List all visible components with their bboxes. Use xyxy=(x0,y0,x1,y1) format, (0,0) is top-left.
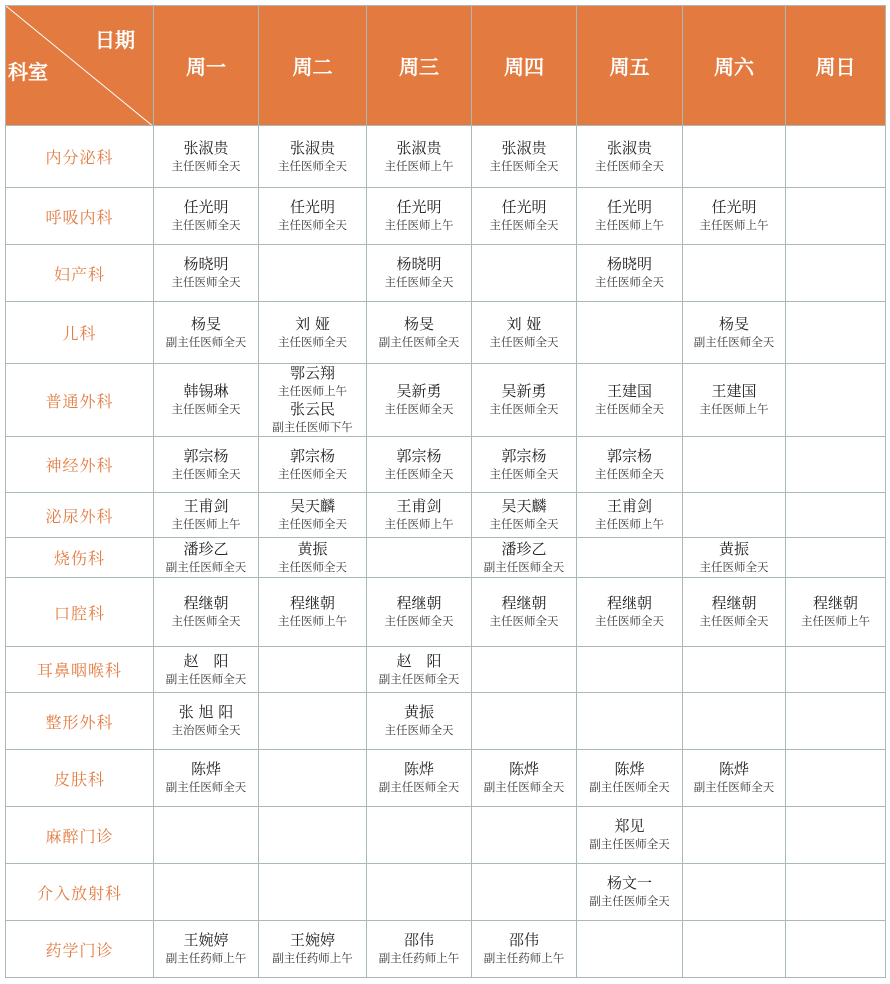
schedule-cell-friday xyxy=(577,578,683,647)
doctor-name: 郭宗杨 xyxy=(501,446,547,465)
doctor-name: 张淑贵 xyxy=(501,138,547,157)
schedule-cell-friday xyxy=(577,750,683,807)
schedule-cell-monday xyxy=(154,864,259,921)
schedule-cell-wednesday xyxy=(367,750,472,807)
table-row xyxy=(6,807,886,864)
doctor-title-session: 主任医师上午 xyxy=(384,158,454,173)
doctor-title-session: 主任医师全天 xyxy=(384,614,454,628)
doctor-name: 程继朝 xyxy=(396,594,442,612)
doctor-title-session: 主任医师全天 xyxy=(171,614,241,628)
schedule-cell-wednesday xyxy=(367,807,472,864)
doctor-title-session: 副主任药师上午 xyxy=(272,951,353,965)
doctor-name: 陈烨 xyxy=(508,760,539,778)
doctor-title-session: 主任医师全天 xyxy=(489,334,559,349)
schedule-cell-wednesday xyxy=(367,245,472,302)
doctor-title-session: 主任医师上午 xyxy=(278,384,347,398)
table-row xyxy=(6,750,886,807)
doctor-title-session: 副主任医师下午 xyxy=(272,420,353,434)
doctor-name: 黄振 xyxy=(297,539,328,558)
schedule-cell-thursday xyxy=(472,750,577,807)
schedule-cell-monday xyxy=(154,493,259,538)
doctor-title-session: 副主任医师全天 xyxy=(165,671,247,686)
doctor-title-session: 副主任医师全天 xyxy=(483,780,565,794)
schedule-cell-friday xyxy=(577,864,683,921)
doctor-title-session: 副主任药师上午 xyxy=(483,951,565,965)
doctor-name: 王建国 xyxy=(711,382,757,400)
schedule-cell-friday xyxy=(577,437,683,493)
schedule-cell-friday xyxy=(577,188,683,245)
schedule-cell-thursday xyxy=(472,693,577,750)
doctor-title-session: 副主任医师全天 xyxy=(378,334,460,349)
table-row xyxy=(6,493,886,538)
schedule-cell-thursday xyxy=(472,188,577,245)
doctor-name: 黄振 xyxy=(403,703,434,721)
schedule-cell-monday xyxy=(154,364,259,437)
schedule-cell-tuesday xyxy=(259,921,367,978)
doctor-name: 鄂云翔 xyxy=(289,364,335,382)
department-cell: 普通外科 xyxy=(6,364,154,437)
doctor-title-session: 主任医师上午 xyxy=(595,218,664,232)
schedule-cell-thursday xyxy=(472,538,577,578)
department-cell: 麻醉门诊 xyxy=(6,807,154,864)
schedule-cell-saturday xyxy=(683,302,786,364)
department-corner-label: 科室 xyxy=(8,60,48,84)
table-row xyxy=(6,921,886,978)
doctor-name: 刘 娅 xyxy=(295,314,330,333)
doctor-title-session: 主任医师上午 xyxy=(171,517,241,531)
schedule-cell-sunday xyxy=(786,578,886,647)
schedule-cell-sunday xyxy=(786,126,886,188)
doctor-title-session: 主任医师上午 xyxy=(801,614,870,628)
table-body xyxy=(6,126,886,978)
schedule-cell-thursday xyxy=(472,245,577,302)
department-cell: 烧伤科 xyxy=(6,538,154,578)
doctor-title-session: 副主任医师全天 xyxy=(693,780,775,794)
doctor-name: 吴天麟 xyxy=(289,497,335,515)
doctor-title-session: 主任医师全天 xyxy=(278,158,347,173)
doctor-name: 程继朝 xyxy=(812,594,858,612)
schedule-cell-friday xyxy=(577,921,683,978)
schedule-cell-sunday xyxy=(786,364,886,437)
schedule-cell-tuesday xyxy=(259,493,367,538)
schedule-cell-tuesday xyxy=(259,437,367,493)
table-row xyxy=(6,864,886,921)
date-corner-label: 日期 xyxy=(95,28,135,52)
table-row xyxy=(6,538,886,578)
schedule-cell-thursday xyxy=(472,921,577,978)
schedule-cell-sunday xyxy=(786,493,886,538)
doctor-name: 张云民 xyxy=(289,400,335,418)
schedule-cell-friday xyxy=(577,302,683,364)
schedule-cell-tuesday xyxy=(259,126,367,188)
schedule-cell-wednesday xyxy=(367,493,472,538)
schedule-cell-thursday xyxy=(472,864,577,921)
doctor-name: 邵伟 xyxy=(403,931,434,949)
schedule-cell-saturday xyxy=(683,921,786,978)
schedule-cell-wednesday xyxy=(367,693,472,750)
day-header-friday: 周五 xyxy=(577,6,683,126)
schedule-cell-saturday xyxy=(683,437,786,493)
schedule-cell-wednesday xyxy=(367,364,472,437)
doctor-name: 吴天麟 xyxy=(501,497,547,515)
doctor-name: 任光明 xyxy=(606,198,652,216)
doctor-name: 郭宗杨 xyxy=(183,446,229,465)
doctor-name: 王甫剑 xyxy=(606,497,652,515)
doctor-name: 吴新勇 xyxy=(396,382,442,400)
schedule-cell-saturday xyxy=(683,188,786,245)
doctor-name: 吴新勇 xyxy=(501,382,547,400)
doctor-name: 赵 阳 xyxy=(183,651,229,670)
doctor-title-session: 副主任医师全天 xyxy=(378,671,460,686)
doctor-title-session: 副主任医师全天 xyxy=(165,559,247,574)
doctor-name: 郭宗杨 xyxy=(289,446,335,465)
schedule-cell-sunday xyxy=(786,188,886,245)
doctor-name: 张淑贵 xyxy=(606,138,652,157)
doctor-title-session: 主任医师全天 xyxy=(595,614,664,628)
schedule-cell-thursday xyxy=(472,126,577,188)
schedule-cell-tuesday xyxy=(259,245,367,302)
schedule-cell-saturday xyxy=(683,578,786,647)
schedule-cell-tuesday xyxy=(259,578,367,647)
department-cell: 儿科 xyxy=(6,302,154,364)
doctor-title-session: 主任医师全天 xyxy=(699,614,769,628)
schedule-cell-thursday xyxy=(472,807,577,864)
doctor-name: 程继朝 xyxy=(606,594,652,612)
table-row xyxy=(6,245,886,302)
day-header-sunday: 周日 xyxy=(786,6,886,126)
doctor-name: 杨旻 xyxy=(718,314,749,333)
doctor-name: 任光明 xyxy=(183,198,229,216)
doctor-title-session: 主任医师全天 xyxy=(278,559,347,574)
schedule-cell-tuesday xyxy=(259,302,367,364)
schedule-cell-sunday xyxy=(786,437,886,493)
doctor-name: 张淑贵 xyxy=(183,138,229,157)
doctor-title-session: 主任医师全天 xyxy=(171,402,241,416)
schedule-cell-monday xyxy=(154,437,259,493)
schedule-cell-tuesday xyxy=(259,188,367,245)
doctor-name: 刘 娅 xyxy=(506,314,542,333)
doctor-title-session: 副主任医师全天 xyxy=(165,334,247,349)
doctor-name: 杨旻 xyxy=(190,314,221,333)
doctor-title-session: 主任医师全天 xyxy=(595,158,664,173)
doctor-title-session: 主任医师全天 xyxy=(489,466,559,481)
schedule-cell-sunday xyxy=(786,302,886,364)
doctor-title-session: 主任医师上午 xyxy=(699,218,769,232)
doctor-title-session: 主任医师上午 xyxy=(384,218,454,232)
doctor-title-session: 副主任药师上午 xyxy=(378,951,460,965)
doctor-name: 韩锡琳 xyxy=(183,382,229,400)
doctor-name: 杨晓明 xyxy=(396,255,442,273)
schedule-cell-saturday xyxy=(683,245,786,302)
doctor-title-session: 副主任医师全天 xyxy=(589,837,670,851)
doctor-name: 郭宗杨 xyxy=(606,446,652,465)
doctor-title-session: 主任医师全天 xyxy=(489,402,559,416)
table-row xyxy=(6,693,886,750)
doctor-name: 潘珍乙 xyxy=(183,539,229,558)
schedule-cell-thursday xyxy=(472,647,577,693)
schedule-cell-saturday xyxy=(683,364,786,437)
doctor-name: 任光明 xyxy=(711,198,757,216)
day-header-thursday: 周四 xyxy=(472,6,577,126)
doctor-name: 王建国 xyxy=(606,382,652,400)
doctor-name: 杨文一 xyxy=(606,874,652,892)
doctor-title-session: 副主任医师全天 xyxy=(589,894,670,908)
doctor-name: 任光明 xyxy=(289,198,335,216)
schedule-cell-tuesday xyxy=(259,864,367,921)
doctor-title-session: 主任医师上午 xyxy=(384,517,454,531)
department-cell: 口腔科 xyxy=(6,578,154,647)
header-row xyxy=(6,6,886,126)
schedule-cell-saturday xyxy=(683,864,786,921)
doctor-title-session: 主任医师全天 xyxy=(489,517,559,531)
doctor-name: 任光明 xyxy=(396,198,442,216)
schedule-cell-sunday xyxy=(786,647,886,693)
doctor-name: 郭宗杨 xyxy=(396,446,442,465)
schedule-cell-wednesday xyxy=(367,921,472,978)
schedule-cell-sunday xyxy=(786,693,886,750)
schedule-cell-wednesday xyxy=(367,437,472,493)
corner-header-cell xyxy=(6,6,154,126)
table-row xyxy=(6,647,886,693)
department-cell: 药学门诊 xyxy=(6,921,154,978)
schedule-cell-monday xyxy=(154,647,259,693)
doctor-name: 张 旭 阳 xyxy=(178,703,234,721)
doctor-title-session: 主任医师全天 xyxy=(384,275,454,289)
doctor-name: 程继朝 xyxy=(711,594,757,612)
doctor-name: 王甫剑 xyxy=(396,497,442,515)
doctor-name: 杨晓明 xyxy=(606,255,652,273)
doctor-name: 陈烨 xyxy=(614,760,645,778)
department-cell: 泌尿外科 xyxy=(6,493,154,538)
schedule-cell-wednesday xyxy=(367,126,472,188)
doctor-name: 王婉婷 xyxy=(183,931,229,949)
doctor-title-session: 主任医师全天 xyxy=(384,723,454,737)
day-header-saturday: 周六 xyxy=(683,6,786,126)
doctor-name: 程继朝 xyxy=(501,594,547,612)
schedule-cell-monday xyxy=(154,126,259,188)
schedule-cell-sunday xyxy=(786,245,886,302)
doctor-name: 郑见 xyxy=(614,817,645,835)
doctor-title-session: 主任医师全天 xyxy=(595,275,664,289)
doctor-name: 黄振 xyxy=(718,539,749,558)
schedule-cell-sunday xyxy=(786,538,886,578)
doctor-name: 任光明 xyxy=(501,198,547,216)
doctor-title-session: 副主任医师全天 xyxy=(693,334,775,349)
table-header xyxy=(6,6,886,126)
schedule-cell-monday xyxy=(154,807,259,864)
schedule-cell-tuesday xyxy=(259,807,367,864)
schedule-cell-friday xyxy=(577,693,683,750)
doctor-name: 赵 阳 xyxy=(396,651,442,670)
doctor-title-session: 主任医师全天 xyxy=(171,275,241,289)
schedule-cell-monday xyxy=(154,302,259,364)
doctor-name: 杨旻 xyxy=(403,314,434,333)
schedule-cell-saturday xyxy=(683,693,786,750)
doctor-name: 杨晓明 xyxy=(183,255,229,273)
doctor-name: 邵伟 xyxy=(508,931,539,949)
schedule-cell-wednesday xyxy=(367,538,472,578)
doctor-name: 潘珍乙 xyxy=(501,539,547,558)
department-cell: 呼吸内科 xyxy=(6,188,154,245)
schedule-cell-friday xyxy=(577,364,683,437)
doctor-title-session: 主任医师全天 xyxy=(384,466,454,481)
doctor-title-session: 主任医师全天 xyxy=(489,218,559,232)
schedule-cell-friday xyxy=(577,493,683,538)
doctor-name: 张淑贵 xyxy=(396,138,442,157)
doctor-title-session: 副主任医师全天 xyxy=(378,780,460,794)
schedule-cell-friday xyxy=(577,245,683,302)
schedule-cell-wednesday xyxy=(367,578,472,647)
schedule-cell-thursday xyxy=(472,364,577,437)
day-header-tuesday: 周二 xyxy=(259,6,367,126)
doctor-title-session: 主任医师全天 xyxy=(489,614,559,628)
doctor-name: 陈烨 xyxy=(403,760,434,778)
day-header-wednesday: 周三 xyxy=(367,6,472,126)
schedule-cell-saturday xyxy=(683,647,786,693)
schedule-cell-thursday xyxy=(472,302,577,364)
doctor-title-session: 副主任医师全天 xyxy=(483,559,565,574)
schedule-cell-thursday xyxy=(472,437,577,493)
doctor-title-session: 主治医师全天 xyxy=(171,723,241,737)
doctor-name: 陈烨 xyxy=(190,760,221,778)
schedule-cell-sunday xyxy=(786,807,886,864)
schedule-cell-saturday xyxy=(683,126,786,188)
department-cell: 妇产科 xyxy=(6,245,154,302)
doctor-title-session: 主任医师全天 xyxy=(278,466,347,481)
doctor-title-session: 主任医师全天 xyxy=(489,158,559,173)
department-cell: 内分泌科 xyxy=(6,126,154,188)
department-cell: 皮肤科 xyxy=(6,750,154,807)
duty-schedule-table xyxy=(5,5,886,978)
schedule-cell-monday xyxy=(154,693,259,750)
schedule-cell-monday xyxy=(154,921,259,978)
schedule-cell-monday xyxy=(154,538,259,578)
schedule-cell-sunday xyxy=(786,921,886,978)
schedule-cell-tuesday xyxy=(259,538,367,578)
schedule-cell-friday xyxy=(577,126,683,188)
schedule-cell-monday xyxy=(154,750,259,807)
doctor-title-session: 副主任医师全天 xyxy=(165,780,247,794)
schedule-cell-wednesday xyxy=(367,188,472,245)
table-row xyxy=(6,302,886,364)
schedule-cell-wednesday xyxy=(367,647,472,693)
doctor-title-session: 副主任医师全天 xyxy=(589,780,670,794)
schedule-cell-sunday xyxy=(786,750,886,807)
doctor-name: 程继朝 xyxy=(183,594,229,612)
schedule-cell-sunday xyxy=(786,864,886,921)
table-row xyxy=(6,188,886,245)
schedule-cell-monday xyxy=(154,188,259,245)
doctor-title-session: 主任医师全天 xyxy=(595,402,664,416)
table-row xyxy=(6,364,886,437)
schedule-cell-friday xyxy=(577,538,683,578)
doctor-title-session: 主任医师上午 xyxy=(595,517,664,531)
doctor-title-session: 主任医师全天 xyxy=(171,466,241,481)
doctor-title-session: 主任医师全天 xyxy=(384,402,454,416)
doctor-name: 王婉婷 xyxy=(289,931,335,949)
table-row xyxy=(6,126,886,188)
doctor-title-session: 主任医师全天 xyxy=(278,334,347,349)
schedule-cell-tuesday xyxy=(259,364,367,437)
doctor-title-session: 主任医师全天 xyxy=(595,466,664,481)
department-cell: 耳鼻咽喉科 xyxy=(6,647,154,693)
schedule-cell-saturday xyxy=(683,750,786,807)
schedule-cell-tuesday xyxy=(259,693,367,750)
doctor-title-session: 主任医师全天 xyxy=(171,158,241,173)
doctor-name: 程继朝 xyxy=(289,594,335,612)
schedule-cell-saturday xyxy=(683,538,786,578)
schedule-cell-wednesday xyxy=(367,302,472,364)
schedule-cell-monday xyxy=(154,245,259,302)
doctor-title-session: 主任医师上午 xyxy=(278,614,347,628)
schedule-cell-saturday xyxy=(683,807,786,864)
doctor-title-session: 主任医师全天 xyxy=(699,559,769,574)
schedule-cell-tuesday xyxy=(259,647,367,693)
table-row xyxy=(6,437,886,493)
doctor-name: 张淑贵 xyxy=(289,138,335,157)
department-cell: 整形外科 xyxy=(6,693,154,750)
doctor-name: 王甫剑 xyxy=(183,497,229,515)
department-cell: 介入放射科 xyxy=(6,864,154,921)
schedule-cell-thursday xyxy=(472,493,577,538)
doctor-title-session: 主任医师全天 xyxy=(278,218,347,232)
doctor-title-session: 副主任药师上午 xyxy=(165,951,247,965)
schedule-cell-friday xyxy=(577,647,683,693)
doctor-title-session: 主任医师上午 xyxy=(699,402,769,416)
doctor-name: 陈烨 xyxy=(718,760,749,778)
doctor-title-session: 主任医师全天 xyxy=(278,517,347,531)
day-header-monday: 周一 xyxy=(154,6,259,126)
schedule-cell-tuesday xyxy=(259,750,367,807)
schedule-cell-monday xyxy=(154,578,259,647)
doctor-title-session: 主任医师全天 xyxy=(171,218,241,232)
schedule-cell-saturday xyxy=(683,493,786,538)
schedule-cell-wednesday xyxy=(367,864,472,921)
schedule-cell-thursday xyxy=(472,578,577,647)
schedule-cell-friday xyxy=(577,807,683,864)
table-row xyxy=(6,578,886,647)
department-cell: 神经外科 xyxy=(6,437,154,493)
